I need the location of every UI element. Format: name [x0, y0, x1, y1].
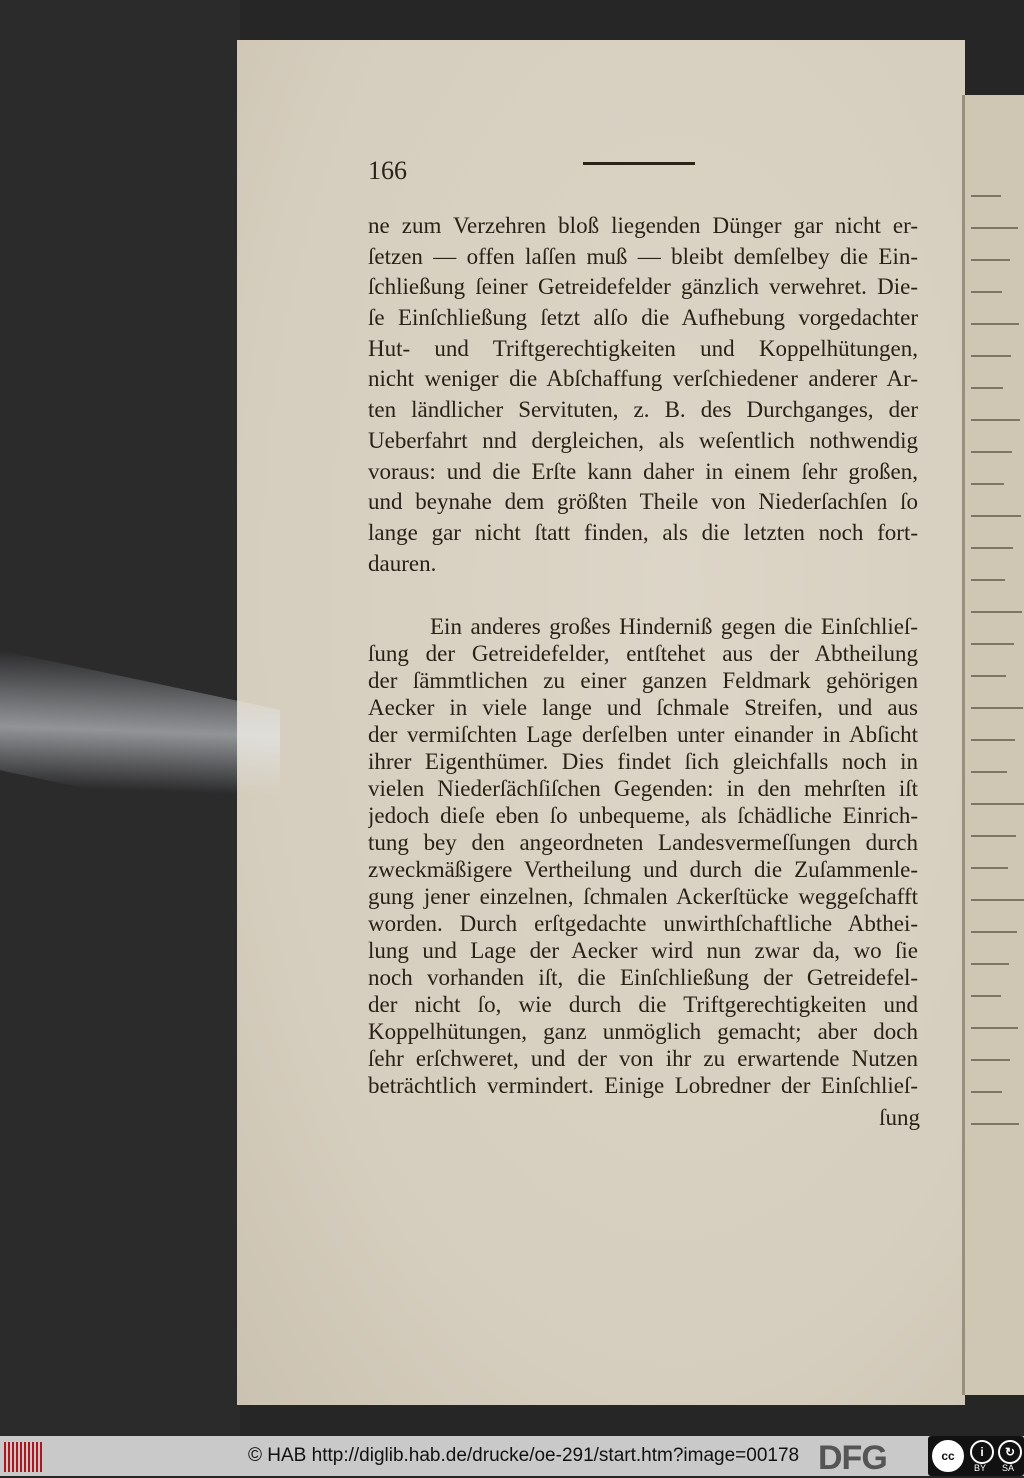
text-line: ten ländlicher Servituten, z. B. des Durchganges, der: [368, 397, 918, 423]
text-line: nicht weniger die Abſchaffung verſchiedener anderer Ar-: [368, 366, 918, 392]
paragraph-1: [368, 211, 918, 579]
text-line: Hut- und Triftgerechtigkeiten und Koppelhütungen,: [368, 335, 918, 361]
adjacent-text-fragment: [971, 963, 1009, 965]
adjacent-text-fragment: [971, 867, 1008, 869]
adjacent-text-fragment: [971, 995, 1001, 997]
text-line: ihrer Eigenthümer. Dies findet ſich gleichfalls noch in: [368, 749, 918, 774]
adjacent-text-fragment: [971, 611, 1022, 613]
adjacent-text-fragment: [971, 579, 1005, 581]
text-line: noch vorhanden iſt, die Einſchließung der Getreidefel-: [368, 965, 918, 990]
adjacent-text-fragment: [971, 195, 1001, 197]
page-number: 166: [368, 156, 407, 185]
adjacent-text-fragment: [971, 1123, 1019, 1125]
text-line: Ueberfahrt nnd dergleichen, als weſentlich nothwendig: [368, 427, 918, 453]
cc-license-badge[interactable]: [928, 1436, 1024, 1476]
copyright-link[interactable]: © HAB http://diglib.hab.de/drucke/oe-291/start.htm?image=00178: [248, 1445, 800, 1466]
adjacent-text-fragment: [971, 707, 1023, 709]
adjacent-text-fragment: [971, 771, 1007, 773]
text-line: zweckmäßigere Vertheilung und durch die Zuſammenle-: [368, 857, 918, 882]
text-line: dauren.: [368, 550, 437, 576]
adjacent-text-fragment: [971, 387, 1003, 389]
adjacent-text-fragment: [971, 835, 1016, 837]
sa-label: SA: [1002, 1463, 1015, 1473]
adjacent-text-fragment: [971, 515, 1021, 517]
adjacent-text-fragment: [971, 739, 1015, 741]
adjacent-text-fragment: [971, 1027, 1018, 1029]
dfg-logo[interactable]: DFG: [818, 1439, 887, 1477]
adjacent-text-fragment: [971, 547, 1013, 549]
by-label: BY: [974, 1463, 987, 1473]
cc-icon: cc: [932, 1440, 964, 1472]
adjacent-text-fragment: [971, 899, 1024, 901]
adjacent-text-fragment: [971, 355, 1011, 357]
text-line: lung und Lage der Aecker wird nun zwar da, wo ſie: [368, 938, 918, 963]
text-line: ne zum Verzehren bloß liegenden Dünger gar nicht er-: [368, 213, 918, 238]
adjacent-text-fragment: [971, 803, 1024, 805]
text-line: ſehr erſchweret, und der von ihr zu erwartende Nutzen: [368, 1046, 918, 1071]
footer-bar: [0, 1436, 1024, 1476]
sa-icon: ↻: [998, 1440, 1022, 1464]
adjacent-text-fragment: [971, 1091, 1002, 1093]
adjacent-text-fragment: [971, 1059, 1010, 1061]
text-line: Koppelhütungen, ganz unmöglich gemacht; aber doch: [368, 1019, 918, 1044]
paragraph-2: [368, 613, 918, 1099]
adjacent-text-fragment: [971, 643, 1014, 645]
text-line: ſe Einſchließung ſetzt alſo die Aufhebung vorgedachter: [368, 305, 918, 331]
by-icon: i: [970, 1440, 994, 1464]
adjacent-text-fragment: [971, 931, 1017, 933]
text-line: ſchließung ſeiner Getreidefelder gänzlich verwehret. Die-: [368, 274, 918, 300]
text-line: der ſämmtlichen zu einer ganzen Feldmark gehörigen: [368, 668, 918, 693]
adjacent-text-fragment: [971, 227, 1018, 229]
adjacent-page-edge: [962, 95, 1024, 1395]
text-line: Aecker in viele lange und ſchmale Streifen, und aus: [368, 695, 918, 720]
text-line: jedoch dieſe eben ſo unbequeme, als ſchädliche Einrich-: [368, 803, 918, 828]
text-line: der nicht ſo, wie durch die Triftgerechtigkeiten und: [368, 992, 918, 1017]
header-rule: [583, 162, 695, 165]
adjacent-text-fragment: [971, 451, 1012, 453]
text-line: und beynahe dem größten Theile von Niederſachſen ſo: [368, 489, 918, 515]
text-line: Ein anderes großes Hinderniß gegen die Einſchlieſ-: [430, 614, 918, 639]
catchword: ſung: [879, 1105, 920, 1130]
text-line: tung bey den angeordneten Landesvermeſſungen durch: [368, 830, 918, 855]
text-line: voraus: und die Erſte kann daher in einem ſehr großen,: [368, 458, 918, 484]
text-line: gung jener einzelnen, ſchmalen Ackerſtücke weggeſchafft: [368, 884, 918, 909]
adjacent-text-fragment: [971, 483, 1004, 485]
text-line: der vermiſchten Lage derſelben unter einander in Abſicht: [368, 722, 918, 747]
adjacent-text-fragment: [971, 323, 1019, 325]
text-line: vielen Niederſächſiſchen Gegenden: in den mehrſten iſt: [368, 776, 918, 801]
adjacent-text-fragment: [971, 291, 1002, 293]
text-line: worden. Durch erſtgedachte unwirthſchaftliche Abthei-: [368, 911, 918, 936]
adjacent-text-fragment: [971, 259, 1010, 261]
text-line: ſung der Getreidefelder, entſtehet aus der Abtheilung: [368, 641, 918, 666]
text-line: lange gar nicht ſtatt finden, als die letzten noch fort-: [368, 519, 918, 545]
adjacent-text-fragment: [971, 675, 1006, 677]
adjacent-text-fragment: [971, 419, 1020, 421]
text-line: ſetzen — offen laſſen muß — bleibt demſelbey die Ein-: [368, 243, 918, 269]
hab-logo-icon[interactable]: [4, 1442, 42, 1472]
text-line: beträchtlich vermindert. Einige Lobredner der Einſchlieſ-: [368, 1073, 918, 1098]
